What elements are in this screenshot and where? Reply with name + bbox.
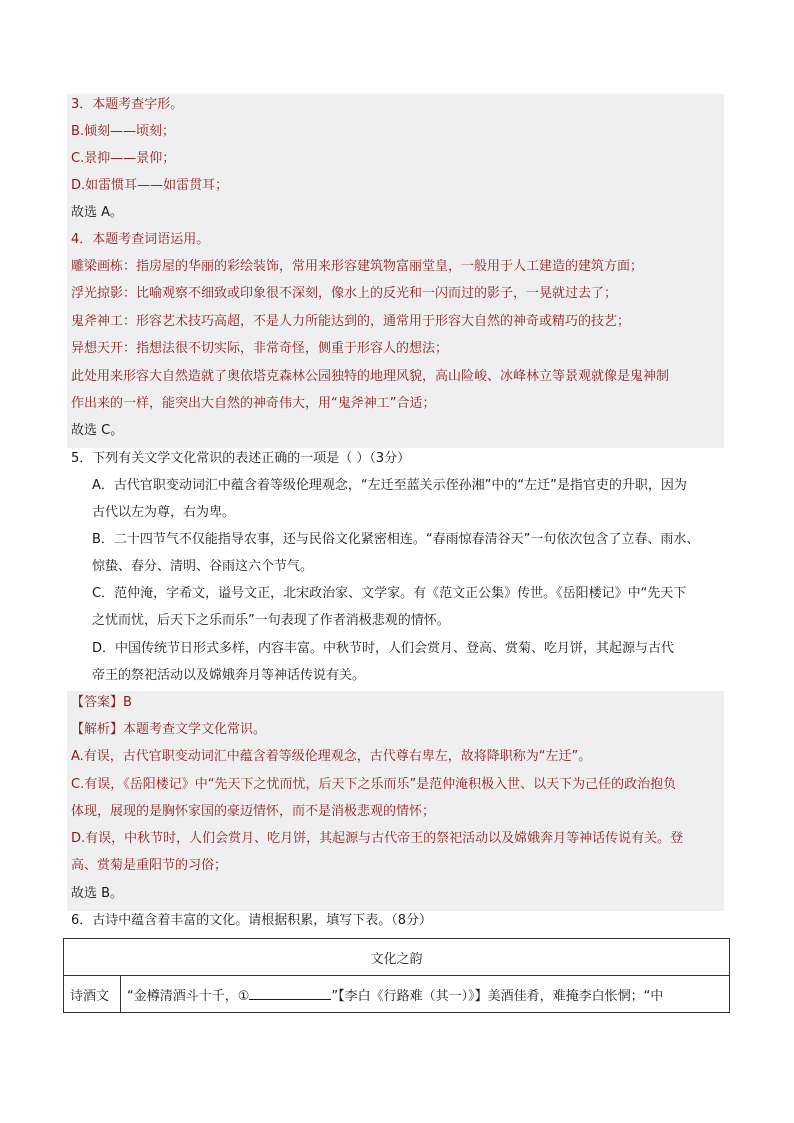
q4-line-3: 鬼斧神工：形容艺术技巧高超，不是人力所能达到的，通常用于形容大自然的神奇或精巧的技艺； xyxy=(71,314,631,329)
q5-analysis-d-line-2: 高、赏菊是重阳节的习俗； xyxy=(71,858,228,873)
culture-table-header: 文化之韵 xyxy=(64,939,730,976)
q6-stem: 6．古诗中蕴含着丰富的文化。请根据积累，填写下表。（8分） xyxy=(71,913,433,928)
q4-line-5: 此处用来形容大自然造就了奥依塔克森林公园独特的地理风貌，高山险峻、冰峰林立等景观就像是鬼神制 xyxy=(71,369,670,384)
q3-choice: 故选 A。 xyxy=(71,205,124,220)
q5-analysis-c-line-1: C.有误，《岳阳楼记》中“先天下之忧而忧，后天下之乐而乐”是范仲淹积极入世、以天下为己任的政治抱负 xyxy=(71,777,677,792)
q3-option-b: B.倾刻——顷刻； xyxy=(71,124,176,139)
culture-row-label: 诗酒文 xyxy=(64,976,121,1013)
culture-row-content xyxy=(121,976,730,1013)
answer-blank-1[interactable] xyxy=(249,987,331,1000)
culture-row-text-end: ”【李白《行路难（其一）》】美酒佳肴，难掩李白怅惘；“中 xyxy=(331,988,664,1004)
q3-option-c: C.景抑——景仰； xyxy=(71,151,176,166)
culture-table xyxy=(63,938,730,1013)
q5-option-a-line-1: A．古代官职变动词汇中蕴含着等级伦理观念，“左迁至蓝关示侄孙湘”中的“左迁”是指官吏的升职，因为 xyxy=(92,478,687,493)
q3-title: 3．本题考查字形。 xyxy=(71,97,184,112)
q5-option-d-line-1: D．中国传统节日形式多样，内容丰富。中秋节时，人们会赏月、登高、赏菊、吃月饼，其起源与古代 xyxy=(92,641,675,656)
q5-option-d-line-2: 帝王的祭祀活动以及嫦娥奔月等神话传说有关。 xyxy=(92,668,366,683)
q5-analysis-a: A.有误，古代官职变动词汇中蕴含着等级伦理观念，古代尊右卑左，故将降职称为“左迁”。 xyxy=(71,749,592,764)
q5-option-b-line-1: B．二十四节气不仅能指导农事，还与民俗文化紧密相连。“春雨惊春清谷天”一句依次包含了立春、雨水、 xyxy=(92,532,700,547)
q4-line-6: 作出来的一样，能突出大自然的神奇伟大，用“鬼斧神工”合适； xyxy=(71,396,436,411)
q4-title: 4．本题考查词语运用。 xyxy=(71,232,210,247)
q5-option-c-line-1: C．范仲淹，字希文，谥号文正，北宋政治家、文学家。有《范文正公集》传世。《岳阳楼记》中“先天下 xyxy=(92,586,687,601)
q5-analysis-d-line-1: D.有误，中秋节时，人们会赏月、吃月饼，其起源与古代帝王的祭祀活动以及嫦娥奔月等神话传说有关。登 xyxy=(71,831,684,846)
q4-line-4: 异想天开：指想法很不切实际，非常奇怪，侧重于形容人的想法； xyxy=(71,341,449,356)
q4-choice: 故选 C。 xyxy=(71,423,124,438)
q3-option-d: D.如雷惯耳——如雷贯耳； xyxy=(71,178,229,193)
q5-choice: 故选 B。 xyxy=(71,886,124,901)
q5-analysis-title: 【解析】本题考查文学文化常识。 xyxy=(71,722,267,737)
q4-line-1: 雕梁画栋：指房屋的华丽的彩绘装饰，常用来形容建筑物富丽堂皇，一般用于人工建造的建筑方面； xyxy=(71,259,644,274)
q5-analysis-c-line-2: 体现，展现的是胸怀家国的豪迈情怀，而不是消极悲观的情怀； xyxy=(71,804,436,819)
q5-option-a-line-2: 古代以左为尊，右为卑。 xyxy=(92,505,236,520)
culture-row-text-start: “金樽清酒斗十千，① xyxy=(127,988,250,1004)
q4-line-2: 浮光掠影：比喻观察不细致或印象很不深刻，像水上的反光和一闪而过的影子，一晃就过去了； xyxy=(71,286,618,301)
q5-answer: 【答案】B xyxy=(71,695,132,710)
q5-option-c-line-2: 之忧而忧，后天下之乐而乐”一句表现了作者消极悲观的情怀。 xyxy=(92,613,450,628)
q5-option-b-line-2: 惊蛰、春分、清明、谷雨这六个节气。 xyxy=(92,559,314,574)
q5-stem: 5．下列有关文学文化常识的表述正确的一项是（ ）（3分） xyxy=(71,451,411,466)
